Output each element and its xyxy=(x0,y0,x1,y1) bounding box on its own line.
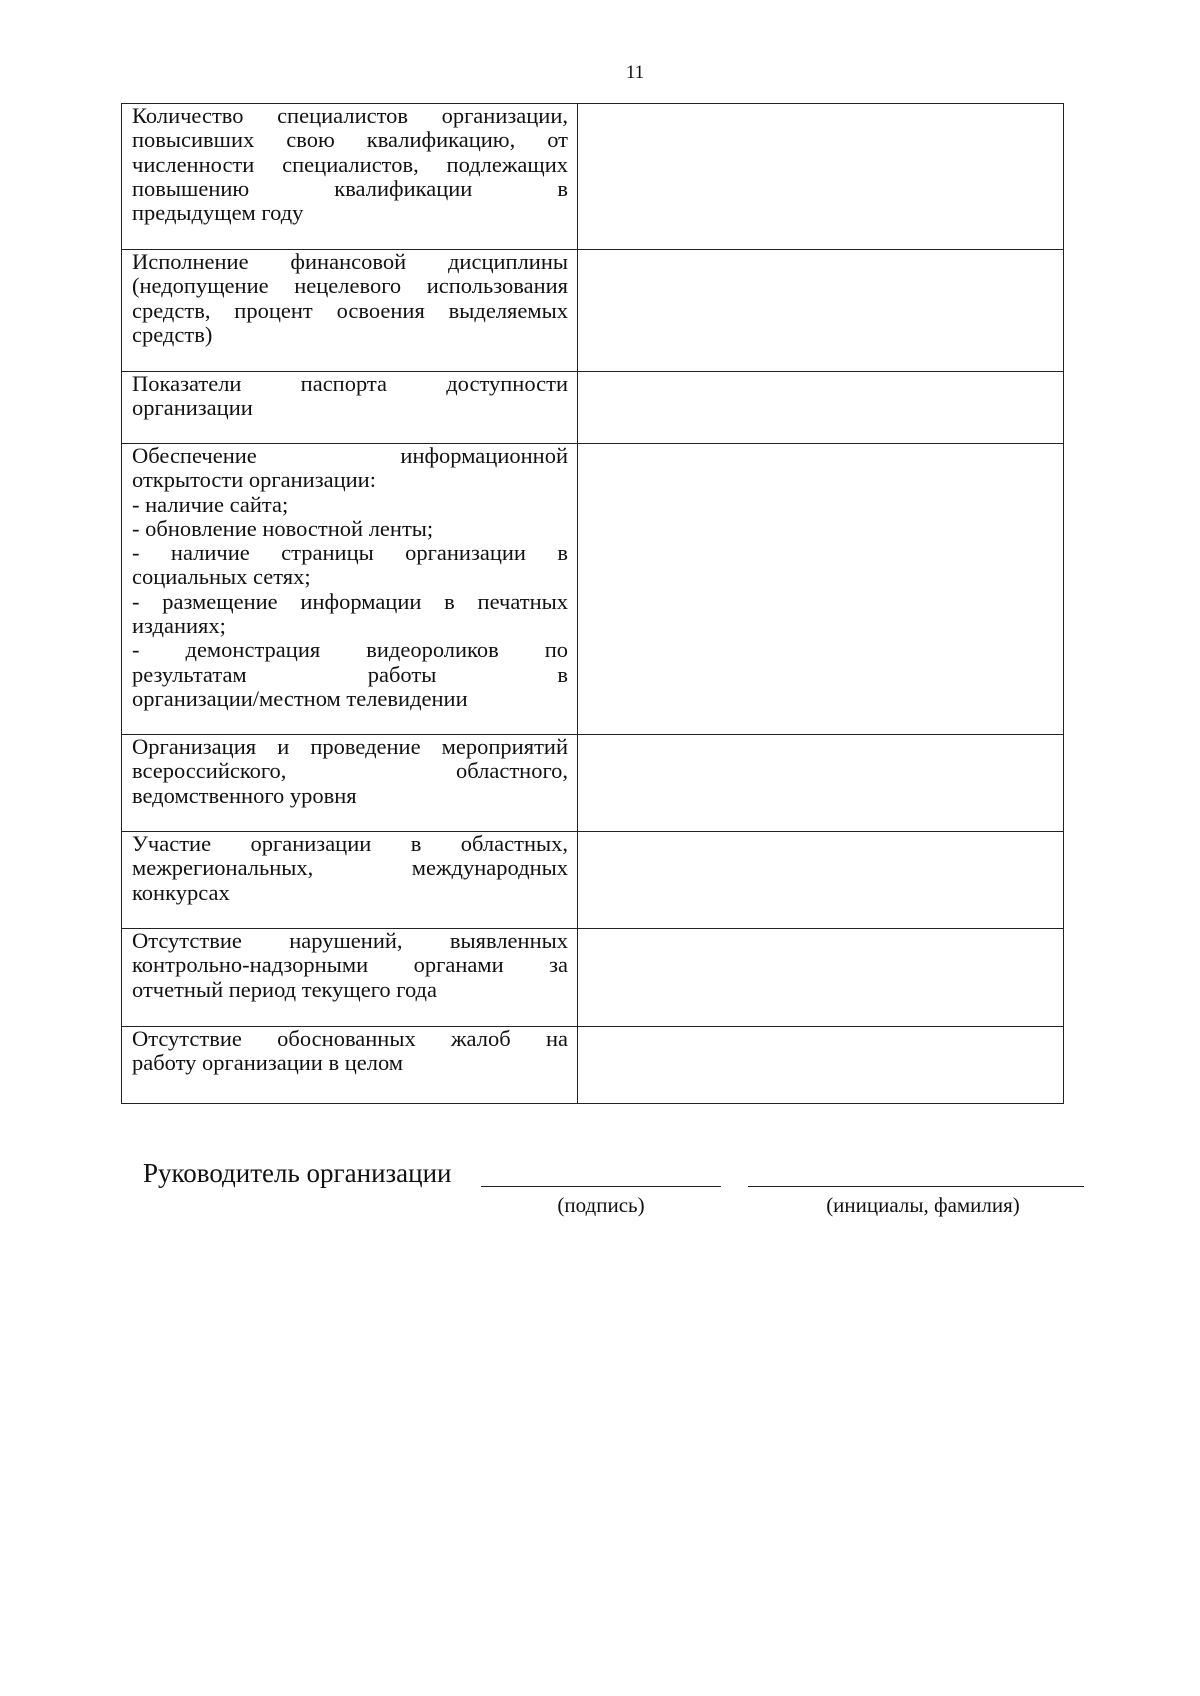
signature-title: Руководитель организации xyxy=(143,1158,452,1188)
criterion-line: работу организации в целом xyxy=(132,1050,404,1076)
criterion-line: - демонстрация видеороликов по xyxy=(132,637,568,663)
value-cell xyxy=(578,250,1064,372)
table-row xyxy=(122,735,1064,832)
criterion-cell xyxy=(122,372,578,444)
criterion-cell xyxy=(122,929,578,1027)
criterion-line: - наличие сайта; xyxy=(132,491,289,517)
criterion-line: средств) xyxy=(132,321,213,347)
criterion-line: Обеспечение информационной xyxy=(132,443,568,468)
criterion-line: социальных сетях; xyxy=(132,564,311,590)
signature-block xyxy=(143,1155,1103,1225)
criterion-text xyxy=(122,1027,577,1076)
page-number: 11 xyxy=(625,62,645,83)
criterion-line: Показатели паспорта доступности xyxy=(132,371,568,396)
criterion-line: численности специалистов, подлежащих xyxy=(132,151,568,177)
criteria-table xyxy=(121,103,1064,1104)
table-row xyxy=(122,444,1064,735)
criterion-text xyxy=(122,929,577,1002)
table-row xyxy=(122,1027,1064,1104)
name-line xyxy=(748,1186,1084,1187)
value-cell xyxy=(578,444,1064,735)
criterion-line: - размещение информации в печатных xyxy=(132,588,568,614)
criterion-text xyxy=(122,832,577,905)
criterion-cell xyxy=(122,250,578,372)
criterion-line: Исполнение финансовой дисциплины xyxy=(132,249,568,274)
criterion-cell xyxy=(122,104,578,250)
criterion-line: Отсутствие обоснованных жалоб на xyxy=(132,1026,568,1051)
criterion-line: предыдущем году xyxy=(132,200,304,226)
criterion-line: межрегиональных, международных xyxy=(132,855,568,881)
value-cell xyxy=(578,832,1064,929)
criterion-text xyxy=(122,735,577,808)
criterion-line: (недопущение нецелевого использования xyxy=(132,273,568,299)
criterion-line: открытости организации: xyxy=(132,467,376,493)
table-row xyxy=(122,929,1064,1027)
criterion-line: повышению квалификации в xyxy=(132,175,568,201)
criterion-line: изданиях; xyxy=(132,613,226,639)
criterion-line: - обновление новостной ленты; xyxy=(132,515,434,541)
criterion-cell xyxy=(122,1027,578,1104)
value-cell xyxy=(578,929,1064,1027)
criterion-line: - наличие страницы организации в xyxy=(132,540,568,566)
criterion-line: всероссийского, областного, xyxy=(132,758,568,784)
criterion-line: Количество специалистов организации, xyxy=(132,103,568,128)
criterion-line: результатам работы в xyxy=(132,661,568,687)
name-caption: (инициалы, фамилия) xyxy=(826,1193,1020,1217)
value-cell xyxy=(578,104,1064,250)
criterion-text xyxy=(122,104,577,225)
criterion-line: контрольно-надзорными органами за xyxy=(132,952,568,978)
criterion-cell xyxy=(122,832,578,929)
criterion-cell xyxy=(122,444,578,735)
criterion-line: организации/местном телевидении xyxy=(132,685,468,711)
table-row xyxy=(122,372,1064,444)
criterion-line: отчетный период текущего года xyxy=(132,976,437,1002)
table-row xyxy=(122,832,1064,929)
table-row xyxy=(122,250,1064,372)
criterion-line: средств, процент освоения выделяемых xyxy=(132,297,568,323)
criterion-line: ведомственного уровня xyxy=(132,782,357,808)
criterion-line: конкурсах xyxy=(132,879,230,905)
value-cell xyxy=(578,372,1064,444)
criterion-line: Организация и проведение мероприятий xyxy=(132,734,568,759)
criterion-line: Отсутствие нарушений, выявленных xyxy=(132,928,568,953)
criterion-text xyxy=(122,444,577,711)
signature-line xyxy=(481,1186,721,1187)
table-row xyxy=(122,104,1064,250)
criterion-line: повысивших свою квалификацию, от xyxy=(132,127,568,153)
criterion-line: организации xyxy=(132,395,253,421)
value-cell xyxy=(578,1027,1064,1104)
signature-caption: (подпись) xyxy=(557,1193,645,1217)
criterion-line: Участие организации в областных, xyxy=(132,831,568,856)
criterion-text xyxy=(122,372,577,421)
criterion-cell xyxy=(122,735,578,832)
criterion-text xyxy=(122,250,577,347)
value-cell xyxy=(578,735,1064,832)
